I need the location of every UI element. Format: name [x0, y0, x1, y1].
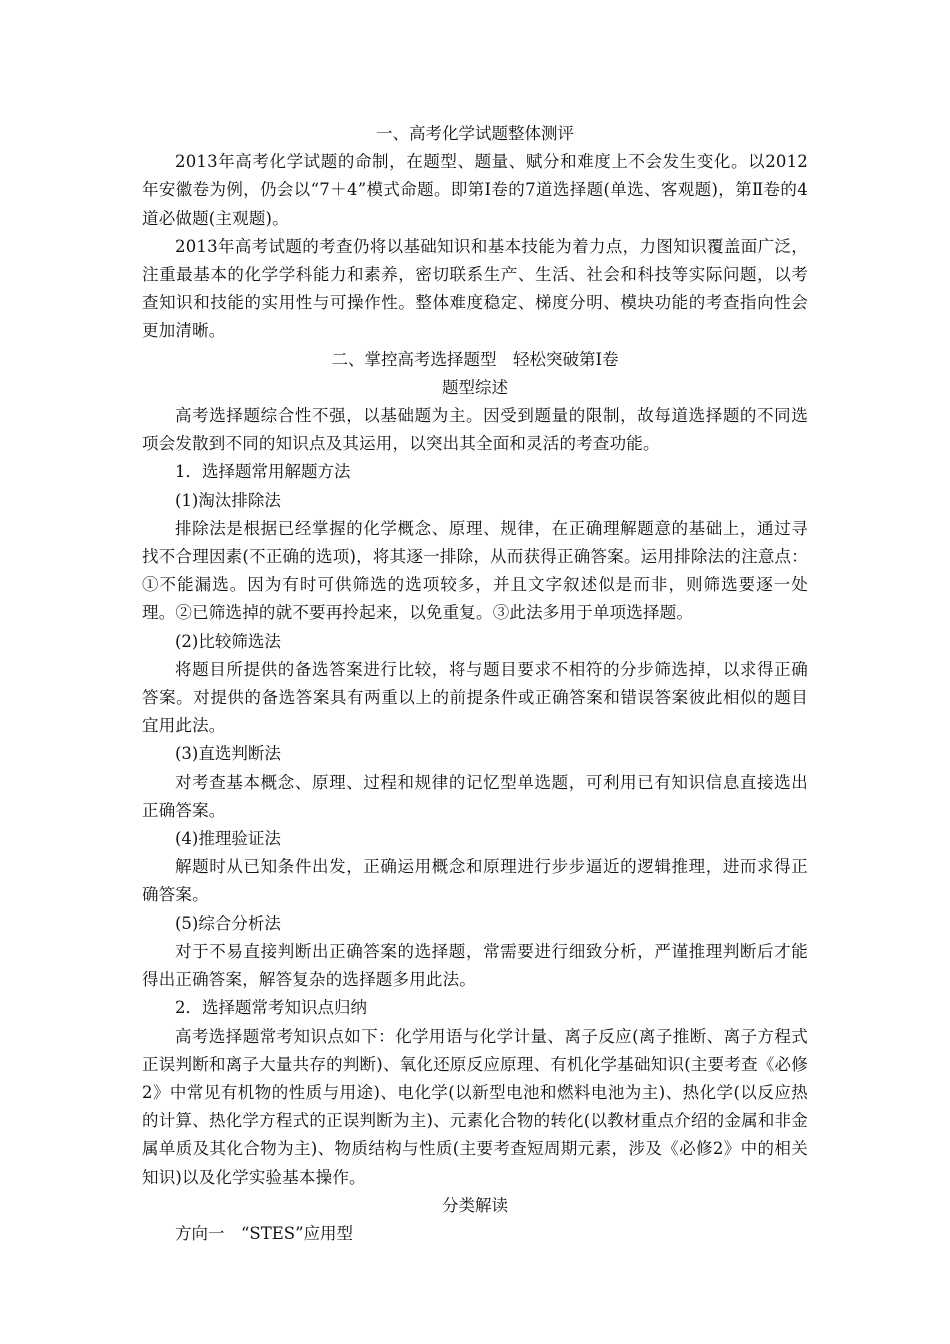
method-3-title: (3)直选判断法 — [175, 744, 281, 764]
method-5-paragraph: 对于不易直接判断出正确答案的选择题，常需要进行细致分析，严谨推理判断后才能得出正确答案，解答复杂的选择题多用此法。 — [142, 941, 808, 990]
knowledge-title: 2．选择题常考知识点归纳 — [175, 998, 367, 1018]
method-2-paragraph: 将题目所提供的备选答案进行比较，将与题目要求不相符的分步筛选掉，以求得正确答案。对提供的备选答案具有两重以上的前提条件或正确答案和错误答案彼此相似的题目宜用此法。 — [142, 659, 808, 736]
classification-title: 分类解读 — [442, 1195, 508, 1215]
section-2-title: 二、掌控高考选择题型 轻松突破第Ⅰ卷 — [331, 349, 619, 369]
method-1-title: (1)淘汰排除法 — [175, 490, 281, 510]
method-4-title: (4)推理验证法 — [175, 829, 281, 849]
overview-title: 题型综述 — [442, 377, 508, 397]
method-3-paragraph: 对考查基本概念、原理、过程和规律的记忆型单选题，可利用已有知识信息直接选出正确答案。 — [142, 772, 808, 820]
section-1-paragraph-1: 2013年高考化学试题的命制，在题型、题量、赋分和难度上不会发生变化。以2012年安徽卷为例，仍会以“7＋4”模式命题。即第Ⅰ卷的7道选择题(单选、客观题)，第Ⅱ卷的4道必做题(主观题)。 — [142, 152, 808, 228]
document-page — [142, 120, 808, 1248]
method-5-title: (5)综合分析法 — [175, 913, 281, 933]
direction-1-title: 方向一 “STES”应用型 — [175, 1223, 354, 1243]
method-2-title: (2)比较筛选法 — [175, 631, 281, 651]
section-1-title: 一、高考化学试题整体测评 — [376, 124, 574, 143]
method-1-paragraph: 排除法是根据已经掌握的化学概念、原理、规律，在正确理解题意的基础上，通过寻找不合理因素(不正确的选项)，将其逐一排除，从而获得正确答案。运用排除法的注意点：①不能漏选。因为有时可供筛选的选项较多，并且文字叙述似是而非，则筛选要逐一处理。②已筛选掉的就不要再拎起来，以免重复。③此法多用于单项选择题。 — [142, 518, 808, 623]
knowledge-paragraph: 高考选择题常考知识点如下：化学用语与化学计量、离子反应(离子推断、离子方程式正误判断和离子大量共存的判断)、氧化还原反应原理、有机化学基础知识(主要考查《必修2》中常见有机物的性质与用途)、电化学(以新型电池和燃料电池为主)、热化学(以反应热的计算、热化学方程式的正误判断为主)、元素化合物的转化(以教材重点介绍的金属和非金属单质及其化合物为主)、物质结构与性质(主要考查短周期元素，涉及《必修2》中的相关知识)以及化学实验基本操作。 — [142, 1026, 808, 1187]
methods-title: 1．选择题常用解题方法 — [175, 462, 351, 482]
section-1-paragraph-2: 2013年高考试题的考查仍将以基础知识和基本技能为着力点，力图知识覆盖面广泛，注重最基本的化学学科能力和素养，密切联系生产、生活、社会和科技等实际问题，以考查知识和技能的实用性与可操作性。整体难度稳定、梯度分明、模块功能的考查指向性会更加清晰。 — [142, 236, 808, 341]
method-4-paragraph: 解题时从已知条件出发，正确运用概念和原理进行步步逼近的逻辑推理，进而求得正确答案。 — [142, 857, 808, 905]
overview-paragraph: 高考选择题综合性不强，以基础题为主。因受到题量的限制，故每道选择题的不同选项会发散到不同的知识点及其运用，以突出其全面和灵活的考查功能。 — [142, 406, 808, 454]
